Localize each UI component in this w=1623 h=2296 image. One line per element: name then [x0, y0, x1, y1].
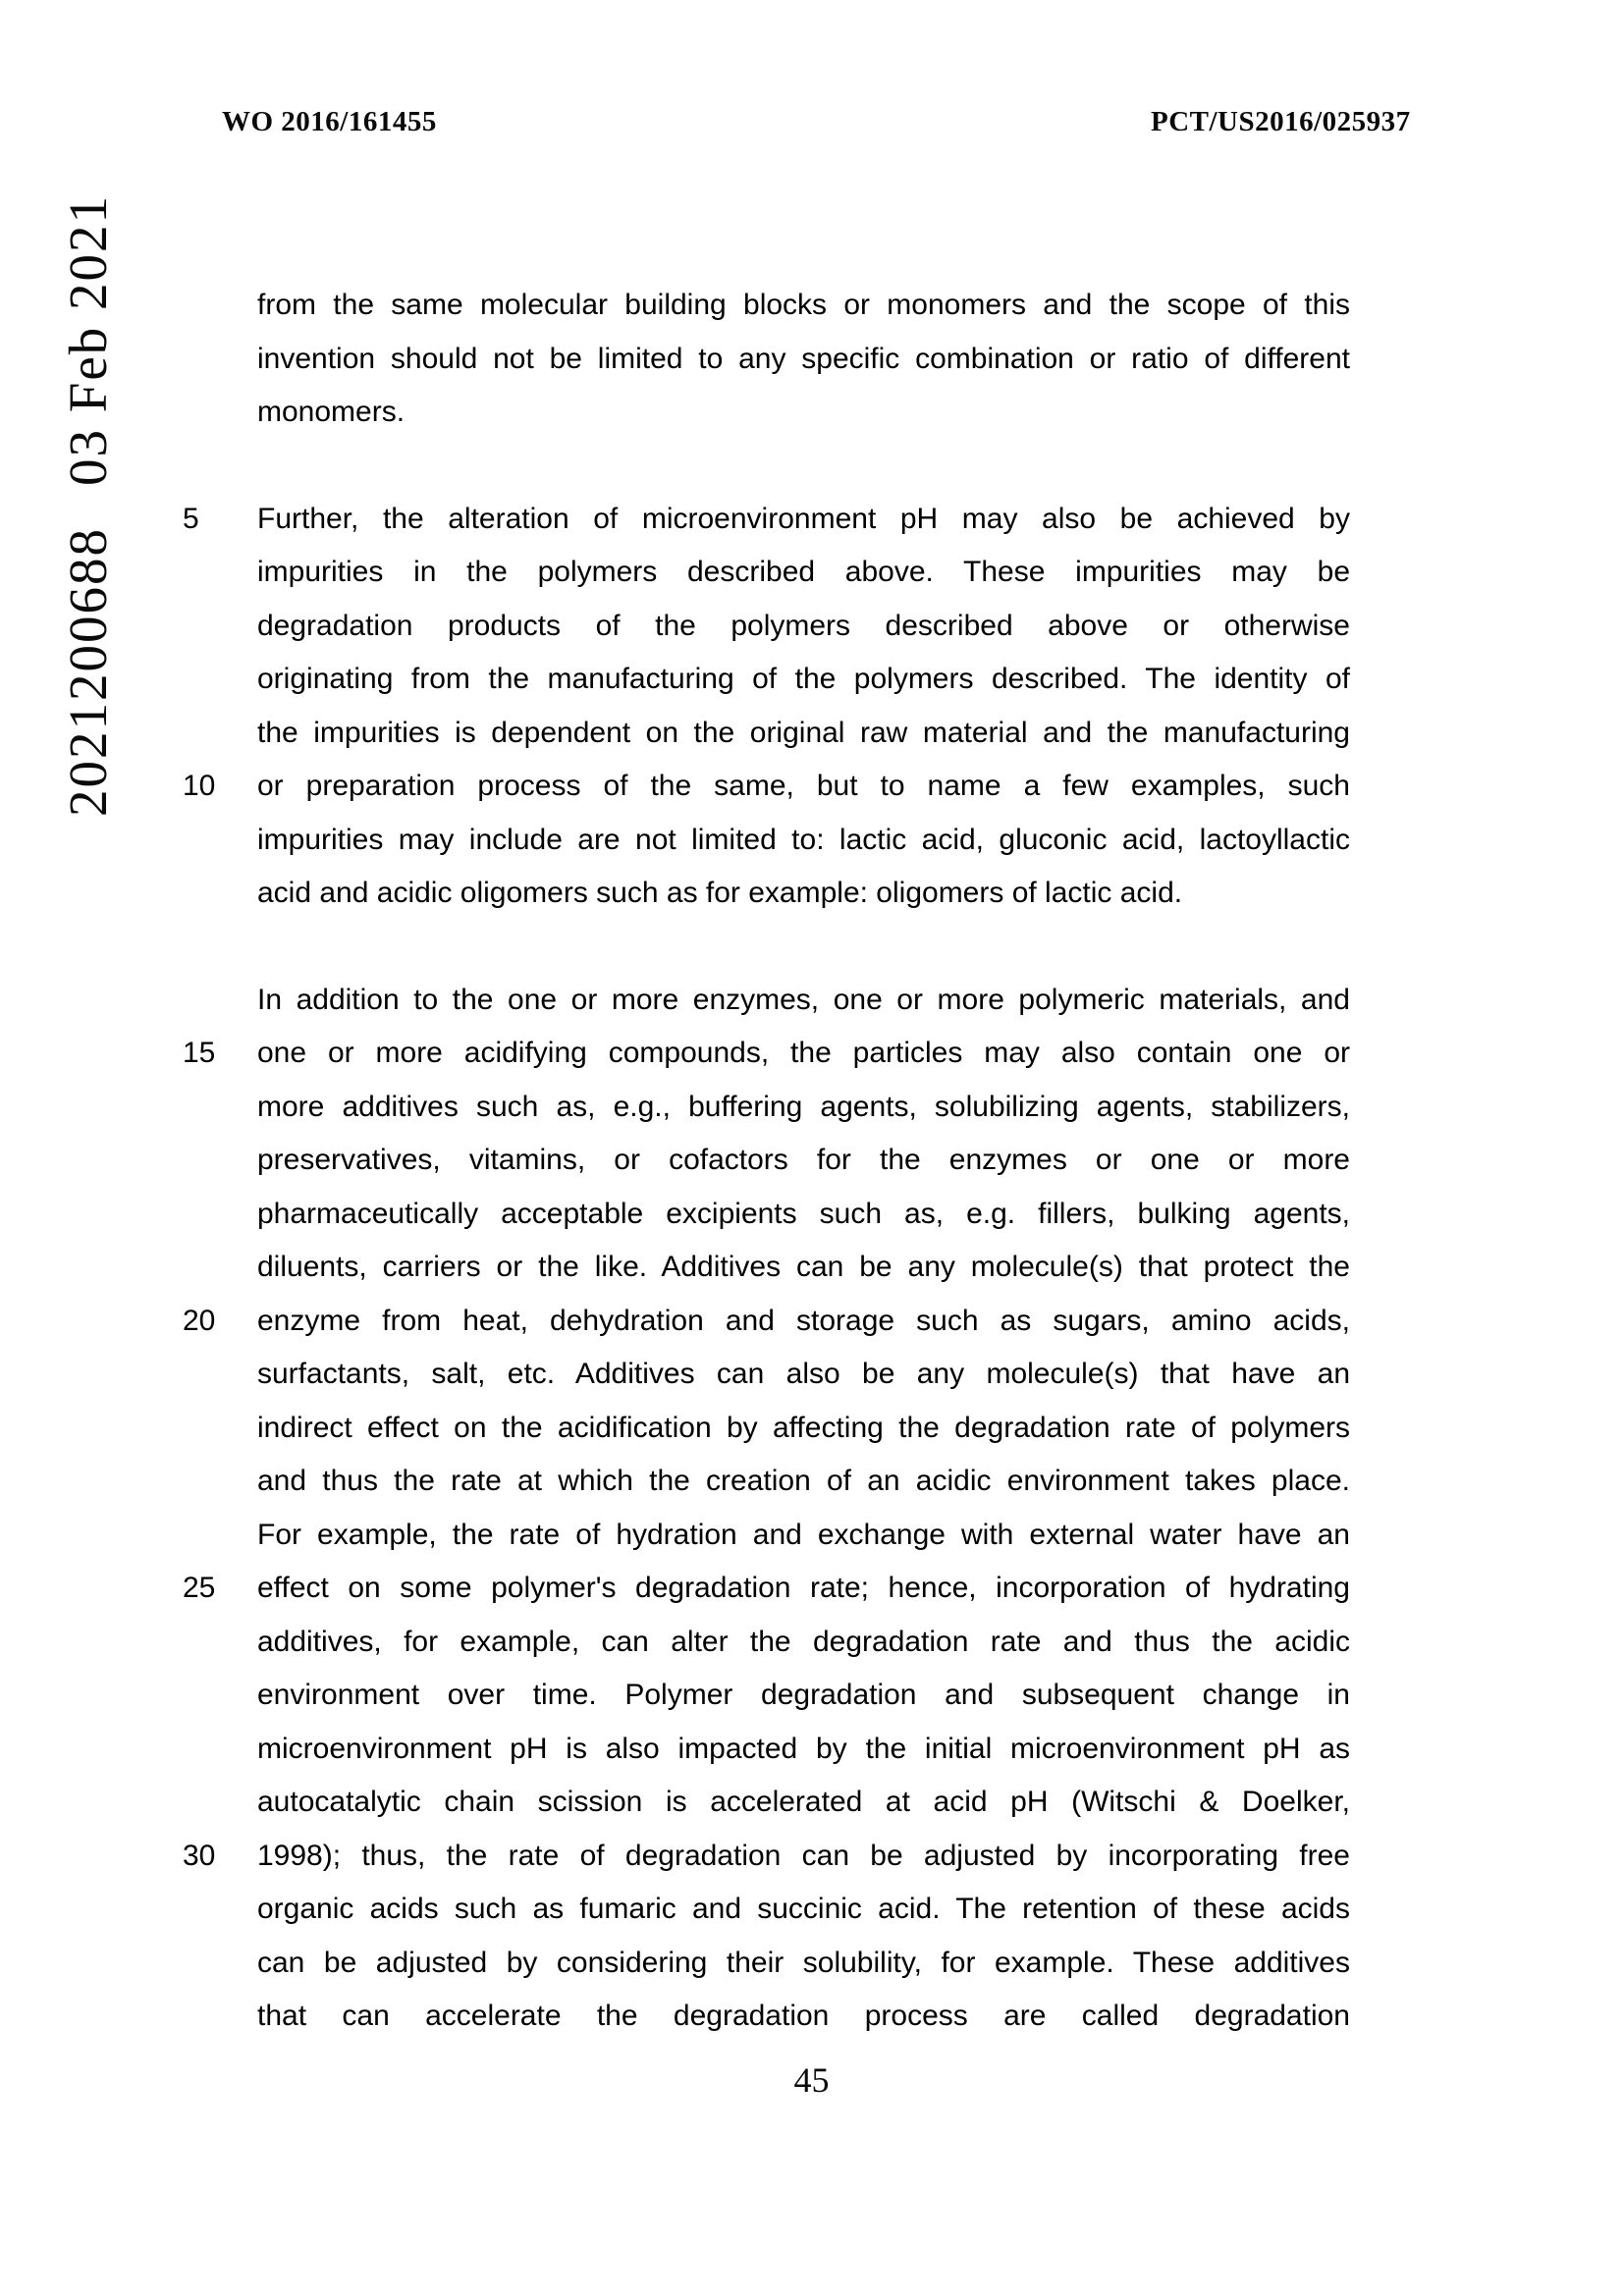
text-line [257, 1883, 1350, 1937]
text-line [257, 1990, 1350, 2044]
line-text: In addition to the one or more enzymes, one or more polymeric materials, and [257, 983, 1350, 1016]
text-line [257, 1134, 1350, 1188]
text-line [257, 1081, 1350, 1135]
line-text: Further, the alteration of microenvironment pH may also be achieved by [257, 502, 1350, 535]
page-number: 45 [793, 2060, 830, 2100]
line-text: additives, for example, can alter the degradation rate and thus the acidic [257, 1625, 1350, 1658]
line-text: diluents, carriers or the like. Additives can be any molecule(s) that protect the [257, 1251, 1350, 1283]
line-text: For example, the rate of hydration and exchange with external water have an [257, 1518, 1350, 1551]
line-text: originating from the manufacturing of the polymers described. The identity of [257, 663, 1350, 695]
text-line [183, 1027, 1350, 1081]
publication-number: WO 2016/161455 [222, 106, 437, 137]
text-line [257, 1669, 1350, 1723]
text-line [257, 1402, 1350, 1456]
text-line [257, 546, 1350, 600]
text-line [257, 1616, 1350, 1670]
line-text: can be adjusted by considering their solubility, for example. These additives [257, 1946, 1350, 1979]
text-line [183, 760, 1350, 814]
text-line [257, 653, 1350, 707]
line-text: enzyme from heat, dehydration and storage such as sugars, amino acids, [257, 1304, 1350, 1337]
line-text: that can accelerate the degradation process are called degradation [257, 2000, 1350, 2032]
text-line [257, 867, 1350, 921]
line-text: environment over time. Polymer degradation and subsequent change in [257, 1679, 1350, 1711]
line-number: 10 [183, 770, 216, 802]
text-line [257, 1937, 1350, 1991]
patent-id-stamp: 2021200688 [58, 527, 118, 817]
text-line [257, 600, 1350, 654]
line-number: 15 [183, 1037, 216, 1069]
line-text: preservatives, vitamins, or cofactors for the enzymes or one or more [257, 1144, 1350, 1176]
text-line [257, 1455, 1350, 1509]
paragraph [183, 493, 1350, 921]
line-text: invention should not be limited to any specific combination or ratio of different [257, 342, 1350, 375]
text-line [257, 707, 1350, 761]
text-line [257, 1509, 1350, 1563]
line-text: indirect effect on the acidification by affecting the degradation rate of polymers [257, 1411, 1350, 1444]
line-text: monomers. [257, 396, 406, 428]
text-line [257, 386, 1350, 440]
line-text: autocatalytic chain scission is accelerated at acid pH (Witschi & Doelker, [257, 1786, 1350, 1818]
text-line [257, 1348, 1350, 1402]
text-line [257, 1188, 1350, 1242]
text-line [257, 814, 1350, 868]
rotated-filing-stamp [58, 194, 118, 817]
text-line [257, 1723, 1350, 1777]
line-text: organic acids such as fumaric and succinic acid. The retention of these acids [257, 1893, 1350, 1925]
text-line [257, 1776, 1350, 1830]
text-line [183, 1562, 1350, 1616]
text-line [257, 333, 1350, 387]
line-text: effect on some polymer's degradation rate; hence, incorporation of hydrating [257, 1572, 1350, 1604]
paragraph [183, 974, 1350, 2044]
document-body [183, 279, 1350, 2097]
line-number: 5 [183, 502, 199, 535]
paragraph [257, 279, 1350, 440]
text-line [257, 974, 1350, 1028]
line-text: surfactants, salt, etc. Additives can also be any molecule(s) that have an [257, 1358, 1350, 1390]
line-text: acid and acidic oligomers such as for example: oligomers of lactic acid. [257, 877, 1183, 909]
line-text: one or more acidifying compounds, the particles may also contain one or [257, 1037, 1350, 1069]
application-number: PCT/US2016/025937 [1151, 106, 1411, 137]
text-line [183, 493, 1350, 547]
line-text: microenvironment pH is also impacted by the initial microenvironment pH as [257, 1732, 1350, 1765]
line-number: 25 [183, 1572, 216, 1604]
line-text: degradation products of the polymers described above or otherwise [257, 609, 1350, 642]
line-number: 30 [183, 1839, 216, 1872]
text-line [257, 279, 1350, 333]
line-text: more additives such as, e.g., buffering agents, solubilizing agents, stabilizers, [257, 1090, 1350, 1123]
filing-date-stamp: 03 Feb 2021 [58, 194, 118, 486]
line-text: pharmaceutically acceptable excipients such as, e.g. fillers, bulking agents, [257, 1197, 1350, 1230]
line-text: or preparation process of the same, but to name a few examples, such [257, 770, 1350, 802]
line-text: impurities may include are not limited to: lactic acid, gluconic acid, lactoyllactic [257, 823, 1350, 856]
text-line [183, 1830, 1350, 1884]
text-line [183, 1295, 1350, 1349]
line-text: 1998); thus, the rate of degradation can be adjusted by incorporating free [257, 1839, 1350, 1872]
line-number: 20 [183, 1304, 216, 1337]
line-text: impurities in the polymers described above. These impurities may be [257, 556, 1350, 588]
line-text: and thus the rate at which the creation of an acidic environment takes place. [257, 1465, 1350, 1497]
line-text: the impurities is dependent on the original raw material and the manufacturing [257, 716, 1350, 749]
text-line [257, 1241, 1350, 1295]
line-text: from the same molecular building blocks or monomers and the scope of this [257, 289, 1350, 321]
